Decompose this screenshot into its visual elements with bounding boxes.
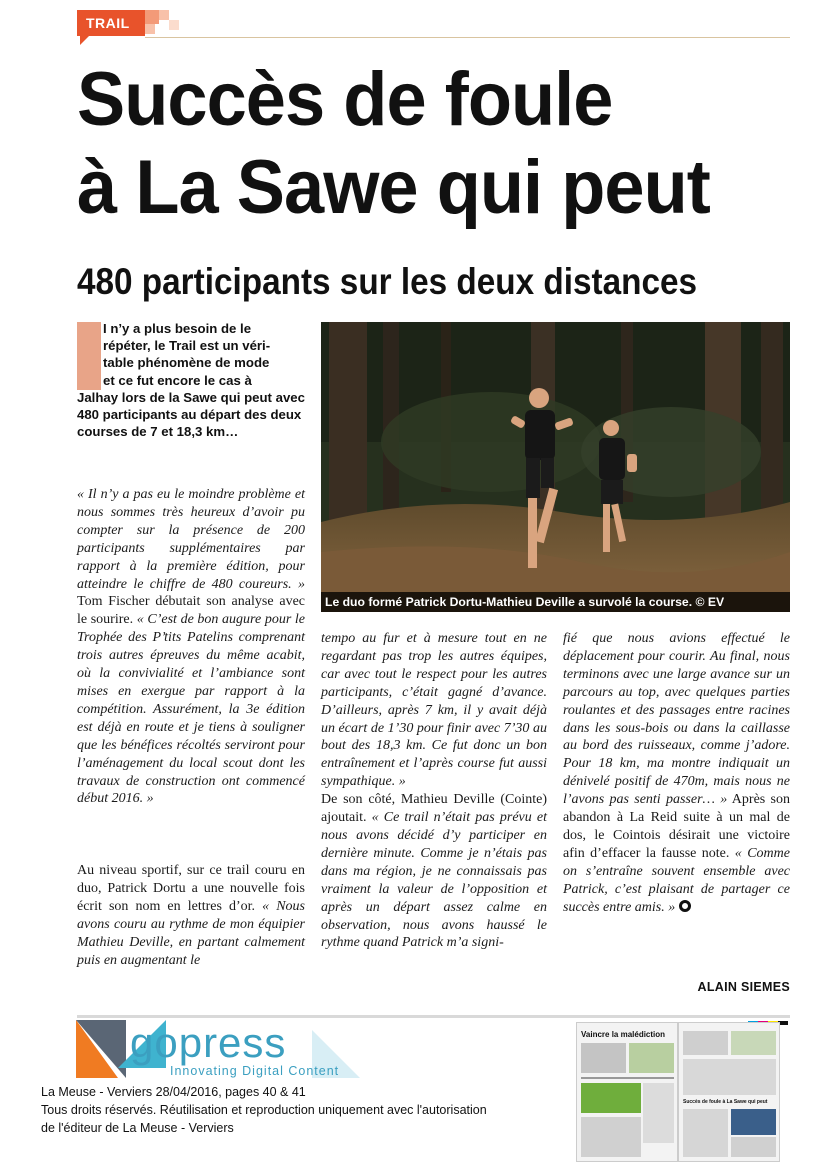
- body-text: Après son abandon à La Reid suite à un mal de dos, le Cointois désirait une victoire afin d’effacer la fausse note.: [563, 792, 790, 861]
- kicker-decoration: [145, 24, 155, 34]
- thumbnail-block: [683, 1109, 728, 1157]
- thumbnail-block: [731, 1137, 776, 1157]
- thumbnail-title: Vaincre la malédiction: [581, 1030, 666, 1039]
- end-of-article-icon: [679, 900, 691, 912]
- thumbnail-block: [581, 1117, 641, 1157]
- lead-line: répéter, le Trail est un véri-: [103, 338, 271, 354]
- lead-line: et ce fut encore le cas à: [103, 372, 252, 388]
- quote-text: « Comme on s’entraîne souvent ensemble avec Patrick, c’est plaisant de partager ce succès entre amis. »: [563, 845, 790, 915]
- footer-credits: [41, 1083, 561, 1137]
- footer-rights: Tous droits réservés. Réutilisation et reproduction uniquement avec l'autorisation: [41, 1103, 487, 1117]
- bottom-rule: [77, 1015, 790, 1018]
- thumbnail-block: [629, 1043, 674, 1073]
- photo-caption: Le duo formé Patrick Dortu-Mathieu Deville a survolé la course. © EV: [321, 592, 790, 612]
- thumbnail-block: [581, 1077, 674, 1079]
- quote-text: fié que nous avions effectué le déplacement pour courir. Au final, nous terminons avec une large avance sur un parcours au top, avec quelques parties roulantes et des passages entre racines dans les sous-bois ou dans la caillasse au bord des ruisseaux, comme j’adore. Pour 18 km, ma montre indiquait un dénivelé positif de 470m, mais nous ne l’avons pas senti passer… »: [563, 631, 790, 808]
- thumbnail-block: [731, 1109, 776, 1135]
- thumbnail-block: [581, 1043, 626, 1073]
- body-text: Au niveau sportif, sur ce trail couru en duo, Patrick Dortu a une nouvelle fois écrit son nom en lettres d’or.: [77, 863, 305, 914]
- section-kicker: TRAIL: [77, 10, 145, 36]
- logo-shape: [76, 1020, 118, 1078]
- article-photo: [321, 322, 790, 612]
- article-column-2: [321, 630, 547, 952]
- logo-tagline: Innovating Digital Content: [170, 1064, 340, 1078]
- thumbnail-title: Succès de foule à La Sawe qui peut: [683, 1099, 768, 1105]
- quote-text: « Nous avons couru au rythme de mon équipier Mathieu Deville, en partant calmement puis en augmentant le: [77, 898, 305, 968]
- page-thumbnail-41[interactable]: [678, 1022, 780, 1162]
- footer-source: La Meuse - Verviers 28/04/2016, pages 40 & 41: [41, 1085, 306, 1099]
- thumbnail-block: [581, 1083, 641, 1113]
- quote-text: « Il n’y a pas eu le moindre problème et nous sommes très heureux d’avoir pu compter sur la présence de 200 participants supplémentaires par rapport à la première édition, pour atteindre le chiffre de 480 coureurs. »: [77, 487, 305, 592]
- page-thumbnail-40[interactable]: [576, 1022, 678, 1162]
- thumbnail-block: [731, 1031, 776, 1055]
- article-column-1-continued: [77, 862, 305, 969]
- print-color-marks: [748, 1012, 790, 1016]
- lead-line: I n’y a plus besoin de le: [103, 321, 252, 336]
- footer-rights-2: de l'éditeur de La Meuse - Verviers: [41, 1121, 234, 1135]
- byline: ALAIN SIEMES: [697, 980, 790, 994]
- kicker-decoration: [169, 20, 179, 30]
- lead-paragraph: [77, 320, 305, 440]
- headline: [77, 56, 761, 232]
- gopress-logo: [40, 1020, 380, 1082]
- quote-text: « Ce trail n’était pas prévu et nous avons décidé d’y participer en dernière minute. Comme je n’étais pas dans ma région, je ne connaissais pas vraiment la valeur de l’opposition et après un départ assez calme en observation, nous avons haussé le rythme quand Patrick m’a signi-: [321, 810, 547, 951]
- lead-line: table phénomène de mode: [103, 355, 270, 371]
- subheadline: 480 participants sur les deux distances: [77, 261, 698, 302]
- quote-text: tempo au fur et à mesure tout en ne regardant pas trop les autres équipes, car avec tout le respect pour les autres participants, c’était gagné d’avance. D’ailleurs, après 7 km, il y avait déjà un écart de 1’30 pour finir avec 7’30 au bout des 18,3 km. Ce fut donc un bon entraînement et l’après course fut aussi sympathique. »: [321, 631, 547, 790]
- kicker-decoration: [145, 10, 159, 24]
- article-column-1: [77, 486, 305, 808]
- body-text: Tom Fischer débutait son analyse avec le sourire.: [77, 594, 305, 628]
- article-column-3: [563, 630, 790, 917]
- kicker-tail-shape: [80, 36, 89, 45]
- lead-rest: Jalhay lors de la Sawe qui peut avec 480 participants au départ des deux courses de 7 et 18,3 km…: [77, 389, 305, 440]
- photo-illustration: [321, 322, 790, 612]
- headline-line-1: Succès de foule: [77, 57, 613, 142]
- body-text: De son côté, Mathieu Deville (Cointe) ajoutait.: [321, 792, 547, 826]
- kicker-decoration: [159, 10, 169, 20]
- header-rule: [145, 37, 790, 38]
- thumbnail-block: [683, 1031, 728, 1055]
- thumbnail-block: [683, 1059, 776, 1095]
- logo-wordmark: gopress: [130, 1019, 287, 1066]
- thumbnail-block: [643, 1083, 674, 1143]
- headline-line-2: à La Sawe qui peut: [77, 145, 710, 230]
- quote-text: « C’est de bon augure pour le Trophée des P’tits Patelins comprenant trois autres épreuves du même acabit, où la convivialité et l’ambiance sont mises en exergue par rapport à la compétition. Assurément, la 3e édition est déjà en route et je tiens à souligner que les bénéfices récoltés serviront pour l’aménagement du local scout dont les travaux de construction ont commencé début 2016. »: [77, 612, 305, 807]
